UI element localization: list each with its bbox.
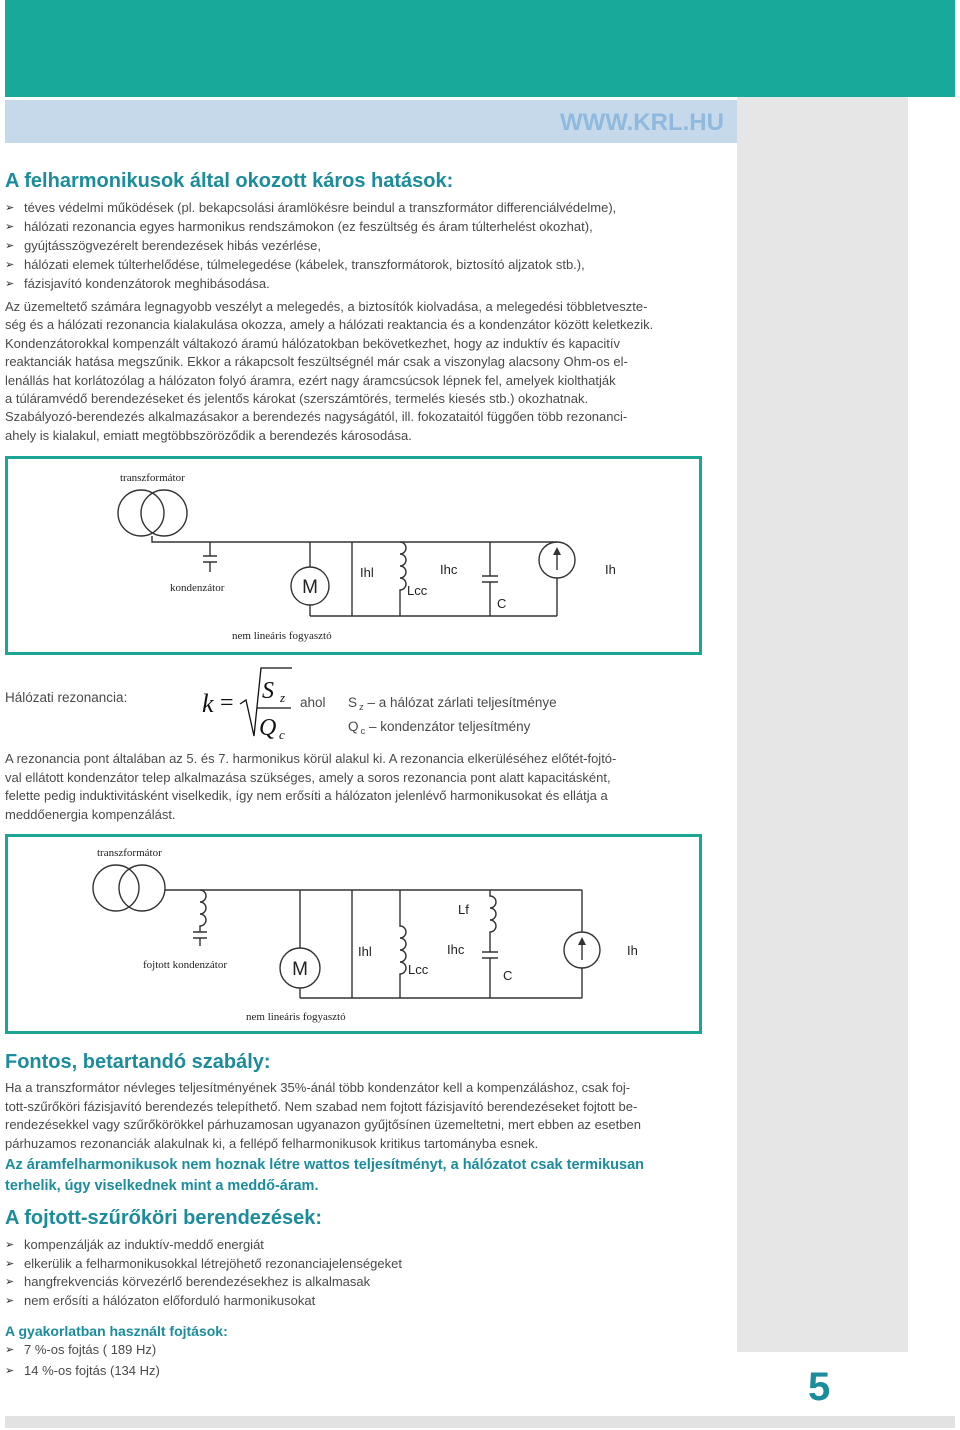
arrowhead-bullet-icon (5, 1340, 14, 1361)
list-item-text: hálózati rezonancia egyes harmonikus rendszámokon (ez feszültség és áram túlterhelést okozhat), (24, 219, 593, 234)
lcc-label: Lcc (408, 962, 429, 977)
ihc-label: Ihc (447, 942, 465, 957)
motor-label: M (302, 577, 318, 598)
circuit-schematic (5, 456, 702, 655)
list-item (5, 217, 616, 236)
list-item-text: téves védelmi működések (pl. bekapcsolási áramlökésre beindul a transzformátor differenciálvédelme), (24, 200, 617, 215)
inductor-symbol (400, 890, 406, 998)
formula-denominator: Q (259, 715, 277, 741)
c-label: C (497, 596, 507, 611)
list-item (5, 198, 616, 217)
transformer-label: transzformátor (120, 472, 185, 484)
footer-strip (5, 1416, 955, 1428)
transformer-symbol (93, 865, 165, 911)
arrowhead-bullet-icon (5, 1255, 14, 1274)
lf-label: Lf (458, 902, 469, 917)
capacitor-label: kondenzátor (170, 582, 225, 594)
capacitor-c-symbol (482, 542, 498, 616)
definition-subscript: c (360, 726, 366, 737)
arrowhead-bullet-icon (5, 217, 14, 236)
paragraph-line: párhuzamos rezonanciák alakulnak ki, a fellépő felharmonikusok kritikus tartományba esnek. (5, 1135, 539, 1151)
capacitor-label: fojtott kondenzátor (143, 959, 228, 971)
lcc-label: Lcc (407, 583, 428, 598)
list-item-text: 7 %-os fojtás ( 189 Hz) (24, 1342, 157, 1357)
ih-label: Ih (627, 943, 638, 958)
ihl-label: Ihl (358, 944, 372, 959)
paragraph-line: reaktanciák hatása megszűnik. Ekkor a rákapcsolt feszültségnél már csak a viszonylag alacsony Ohm-os el- (5, 354, 628, 370)
motor-symbol (280, 890, 320, 998)
page-number: 5 (808, 1365, 831, 1409)
list-item-text: hangfrekvenciás körvezérlő berendezésekhez is alkalmasak (24, 1274, 371, 1290)
circuit-diagram-detuned (5, 834, 702, 1034)
definition-text: – kondenzátor teljesítmény (365, 719, 531, 734)
highlight-line: Az áramfelharmonikusok nem hoznak létre wattos teljesítményt, a hálózatot csak termikusan (5, 1157, 645, 1173)
list-item (5, 236, 616, 255)
detuned-capacitor-symbol (193, 890, 207, 946)
paragraph-line: ahely is kialakul, emiatt megtöbbszöröződik a berendezés károsodása. (5, 427, 412, 443)
section-title-detuned: A fojtott-szűrőköri berendezések: (5, 1207, 323, 1229)
arrowhead-bullet-icon (5, 274, 14, 293)
list-item (5, 1255, 402, 1274)
definition-text: – a hálózat zárlati teljesítménye (363, 695, 557, 710)
list-item (5, 1340, 160, 1361)
current-source-symbol (539, 542, 575, 616)
website-url: WWW.KRL.HU (560, 109, 724, 136)
wires (165, 890, 582, 998)
definition-qc (348, 718, 530, 736)
formula-equals: = (220, 690, 234, 716)
paragraph-line: meddőenergia kompenzálást. (5, 806, 176, 822)
paragraph-line: Ha a transzformátor névleges teljesítményének 35%-ánál több kondenzátor kell a kompenzáláshoz, csak foj- (5, 1080, 631, 1095)
motor-label: M (292, 959, 308, 980)
arrowhead-bullet-icon (5, 1292, 14, 1311)
transformer-symbol (118, 490, 187, 536)
paragraph-line: felette pedig induktivitásként viselkedik, így nem erősíti a hálózaton jelenlévő harmonikusokat és ellátja a (5, 788, 608, 803)
inductor-symbol (400, 542, 406, 616)
formula-numerator: S (262, 678, 274, 704)
circuit-diagram-capacitor (5, 456, 702, 655)
paragraph-line: Szabályozó-berendezés alkalmazásakor a berendezés nagyságától, ill. fokozataitól függően több rezonanci- (5, 409, 628, 425)
chokes-list (5, 1340, 160, 1381)
arrowhead-bullet-icon (5, 1361, 14, 1382)
arrowhead-bullet-icon (5, 236, 14, 255)
list-item-text: kompenzálják az induktív-meddő energiát (24, 1237, 264, 1252)
list-item (5, 255, 616, 274)
list-item-text: elkerülik a felharmonikusokkal létrejöhető rezonanciajelenségeket (24, 1255, 402, 1271)
ih-label: Ih (605, 562, 616, 577)
definition-symbol: Q (348, 719, 359, 734)
paragraph-resonance-point (5, 750, 616, 824)
list-item (5, 1236, 402, 1255)
list-item-text: hálózati elemek túlterhelődése, túlmelegedése (kábelek, transzformátorok, biztosító aljzatok stb.), (24, 257, 585, 272)
list-item (5, 274, 616, 293)
sidebar-column (737, 97, 908, 1352)
paragraph-line: A rezonancia pont általában az 5. és 7. harmonikus körül alakul ki. A rezonancia elkerüléséhez előtét-fojtó- (5, 751, 617, 766)
highlight-line: terhelik, úgy viselkednek mint a meddő-áram. (5, 1177, 319, 1194)
capacitor-symbol (203, 542, 217, 572)
list-item-text: 14 %-os fojtás (134 Hz) (24, 1362, 160, 1378)
definition-symbol: S (348, 695, 358, 710)
list-item (5, 1273, 402, 1292)
detuned-benefits-list (5, 1236, 402, 1310)
filter-inductor-capacitor-symbol (482, 890, 498, 998)
formula-numerator-sub: z (280, 690, 286, 705)
list-item-text: nem erősíti a hálózaton előforduló harmonikusokat (24, 1292, 316, 1308)
definition-sz (348, 694, 557, 712)
list-item (5, 1361, 160, 1382)
formula-denominator-sub: c (279, 727, 285, 742)
arrowhead-bullet-icon (5, 1236, 14, 1255)
highlight-paragraph (5, 1155, 644, 1196)
paragraph-line: tott-szűrőköri fázisjavító berendezés telepíthető. Nem szabad nem fojtott fázisjavító berendezéseket fojtott be- (5, 1098, 638, 1114)
current-source-symbol (564, 890, 600, 998)
arrowhead-bullet-icon (5, 255, 14, 274)
paragraph-line: a túláramvédő berendezéseket és jelentős károkat (szerszámtörés, termelés kiesés stb.) okozhatnak. (5, 391, 589, 407)
ihl-label: Ihl (360, 565, 374, 580)
paragraph-line: ség és a hálózati rezonancia kialakulása okozza, amely a hálózati reaktancia és a kondenzátor között keletkezik. (5, 317, 654, 333)
load-label: nem lineáris fogyasztó (246, 1011, 346, 1023)
definition-subscript: z (359, 702, 364, 713)
paragraph-overheating (5, 298, 653, 445)
list-item-text: fázisjavító kondenzátorok meghibásodása. (24, 276, 270, 291)
harmful-effects-list (5, 198, 616, 293)
load-label: nem lineáris fogyasztó (232, 630, 332, 642)
arrowhead-bullet-icon (5, 1273, 14, 1292)
list-item-text: gyújtásszögvezérelt berendezések hibás vezérlése, (24, 238, 322, 253)
paragraph-line: Kondenzátorokkal kompenzált váltakozó áramú hálózatokban bekövetkezhet, hogy az induktív és kapacitív (5, 335, 620, 351)
section-title-harmful-effects: A felharmonikusok által okozott káros hatások: (5, 170, 454, 192)
paragraph-line: rendezésekkel vagy szűrőkörökkel párhuzamosan ugyanazon gyűjtősínen üzemeltetni, mert ebben az esetben (5, 1117, 641, 1133)
header-band (5, 0, 955, 97)
formula-k: k (202, 689, 214, 718)
subtitle-chokes: A gyakorlatban használt fojtások: (5, 1323, 228, 1339)
where-word: ahol (300, 695, 326, 710)
paragraph-line: lenállás hat korlátozólag a hálózaton folyó áramra, ezért nagy áramcsúcsok lépnek fel, amelyek kiolthatják (5, 372, 616, 388)
resonance-label: Hálózati rezonancia: (5, 690, 128, 705)
arrowhead-bullet-icon (5, 198, 14, 217)
list-item (5, 1292, 402, 1311)
transformer-label: transzformátor (97, 847, 162, 859)
section-title-rule: Fontos, betartandó szabály: (5, 1051, 271, 1073)
paragraph-rule (5, 1079, 641, 1153)
resonance-formula (195, 664, 300, 744)
paragraph-line: Az üzemeltető számára legnagyobb veszélyt a melegedés, a biztosítók kiolvadása, a melegedési többletveszte- (5, 299, 648, 314)
ihc-label: Ihc (440, 562, 458, 577)
paragraph-line: val ellátott kondenzátor telep alkalmazása szükséges, amely a soros rezonancia pont alatt kapacitásként, (5, 769, 611, 785)
circuit-schematic (5, 834, 702, 1034)
c-label: C (503, 968, 513, 983)
